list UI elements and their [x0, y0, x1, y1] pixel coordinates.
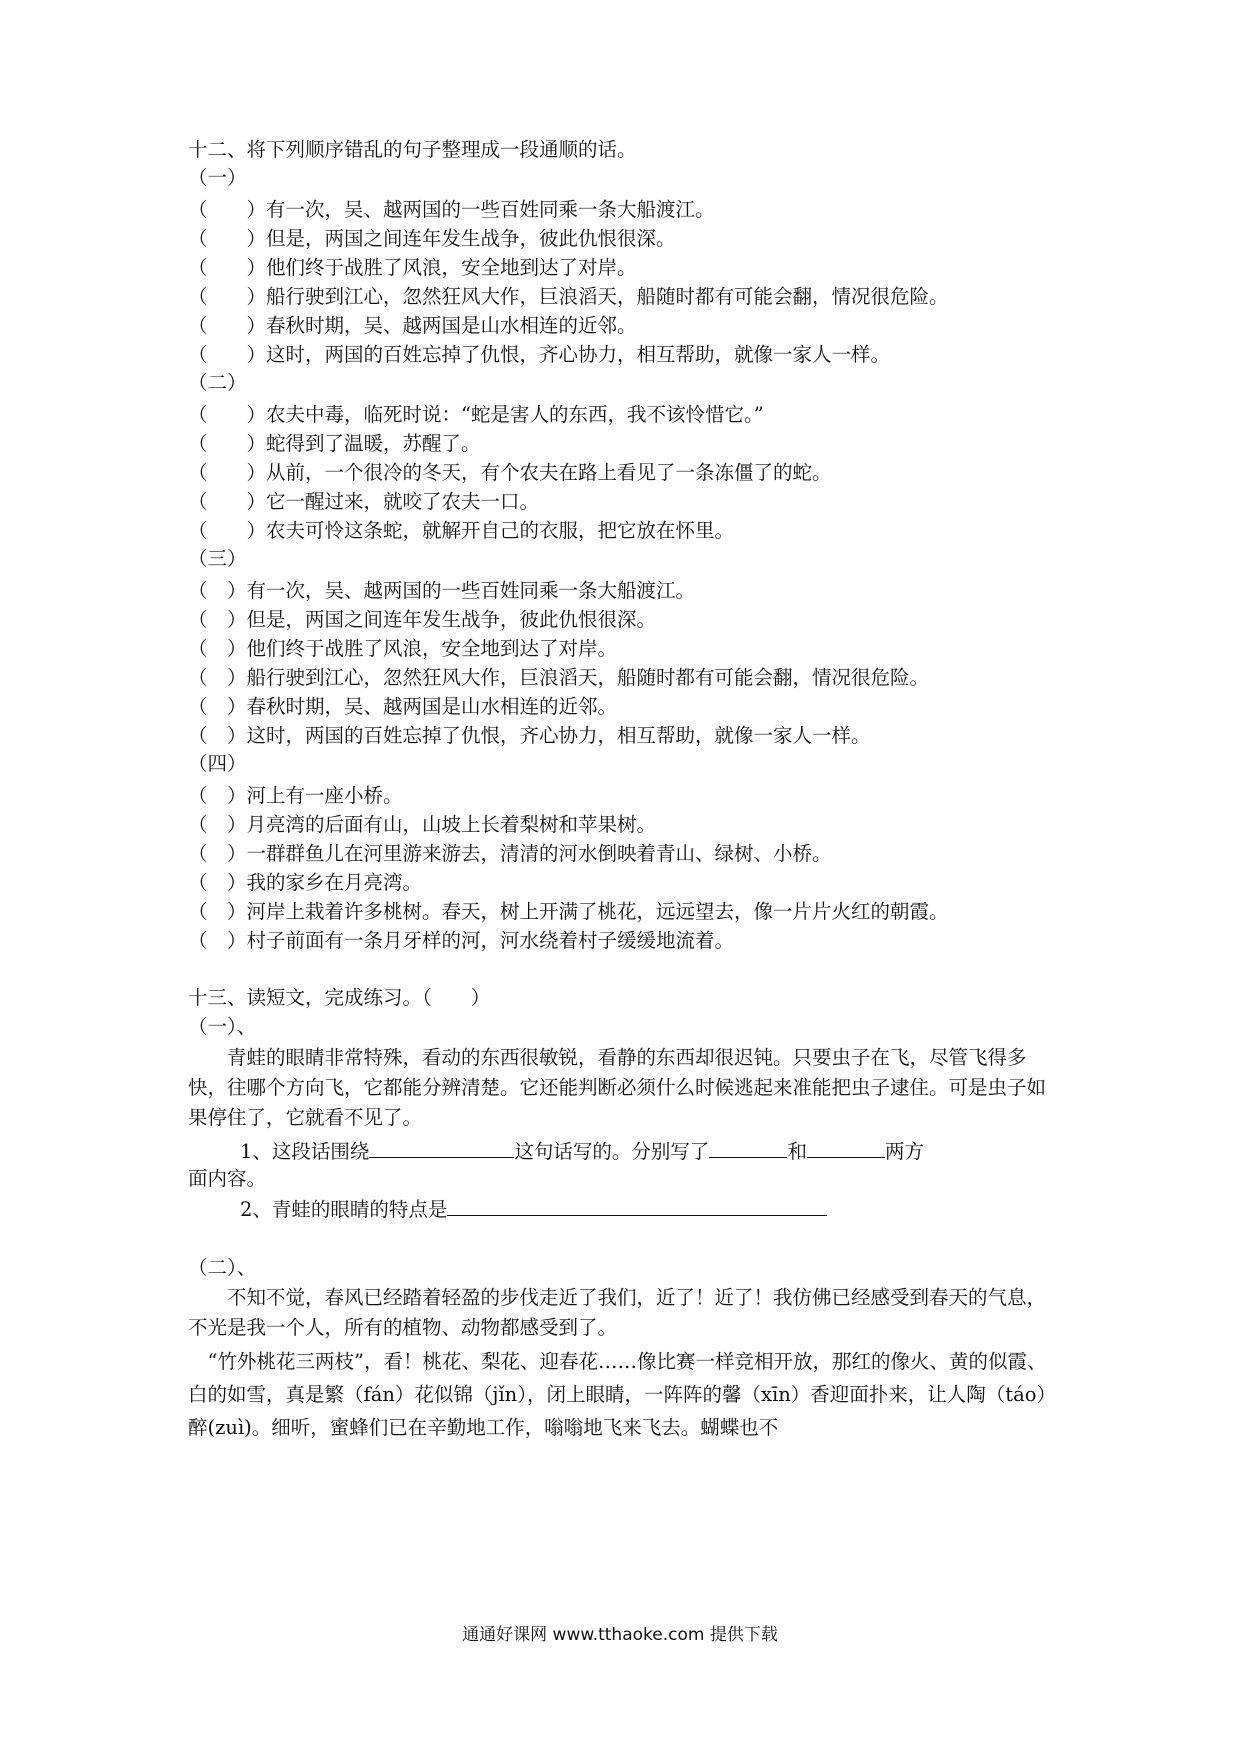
list-item: （ ）蛇得到了温暖，苏醒了。: [188, 432, 481, 455]
passage-spring-p2: “竹外桃花三两枝”，看！桃花、梨花、迎春花……像比赛一样竞相开放，那红的像火、黄的似霞、白的如雪，真是繁（fán）花似锦（jǐn），闭上眼睛，一阵阵的馨（xīn）香迎面扑来，让人陶（táo）醉(zuì)。细听，蜜蜂们已在辛勤地工作，嗡嗡地飞来飞去。蝴蝶也不: [188, 1350, 1056, 1439]
part-label-1: （一）: [188, 166, 247, 189]
question-1: [188, 1137, 924, 1165]
answer-blank[interactable]: [807, 1137, 885, 1158]
question-1-text-d: 两方: [884, 1140, 924, 1163]
list-item: （ ）村子前面有一条月牙样的河，河水绕着村子缓缓地流着。: [188, 929, 735, 952]
question-1-continued: 面内容。: [188, 1167, 267, 1190]
list-item: （ ）船行驶到江心，忽然狂风大作，巨浪滔天，船随时都有可能会翻，情况很危险。: [188, 285, 949, 308]
part-label-13-2: （二）、: [188, 1256, 257, 1279]
list-item: （ ）河上有一座小桥。: [188, 784, 403, 807]
list-item: （ ）农夫中毒，临死时说：“蛇是害人的东西，我不该怜惜它。”: [188, 403, 764, 426]
list-item: （ ）月亮湾的后面有山，山坡上长着梨树和苹果树。: [188, 813, 657, 836]
list-item: （ ）一群群鱼儿在河里游来游去，清清的河水倒映着青山、绿树、小桥。: [188, 842, 832, 865]
list-item: （ ）我的家乡在月亮湾。: [188, 871, 423, 894]
footer-download-note: 通通好课网 www.tthaoke.com 提供下载: [462, 1625, 778, 1645]
question-2: [188, 1195, 827, 1223]
section-13-title: 十三、读短文，完成练习。（ ）: [188, 986, 491, 1009]
list-item: （ ）有一次，吴、越两国的一些百姓同乘一条大船渡江。: [188, 198, 715, 221]
question-1-text-b: 这句话写的。分别写了: [514, 1140, 710, 1163]
list-item: （ ）它一醒过来，就咬了农夫一口。: [188, 490, 540, 513]
list-item: （ ）但是，两国之间连年发生战争，彼此仇恨很深。: [188, 227, 676, 250]
list-item: （ ）船行驶到江心，忽然狂风大作，巨浪滔天，船随时都有可能会翻，情况很危险。: [188, 666, 930, 689]
list-item: （ ）但是，两国之间连年发生战争，彼此仇恨很深。: [188, 608, 657, 631]
part-label-4: （四）: [188, 752, 247, 775]
question-1-text-a: 1、这段话围绕: [240, 1140, 370, 1163]
list-item: （ ）农夫可怜这条蛇，就解开自己的衣服，把它放在怀里。: [188, 519, 735, 542]
list-item: （ ）他们终于战胜了风浪，安全地到达了对岸。: [188, 637, 618, 660]
list-item: （ ）他们终于战胜了风浪，安全地到达了对岸。: [188, 256, 637, 279]
list-item: （ ）春秋时期，吴、越两国是山水相连的近邻。: [188, 695, 618, 718]
question-1-text-c: 和: [787, 1140, 807, 1163]
list-item: （ ）春秋时期，吴、越两国是山水相连的近邻。: [188, 314, 637, 337]
passage-spring-p1: 不知不觉，春风已经踏着轻盈的步伐走近了我们，近了！近了！我仿佛已经感受到春天的气息，不光是我一个人，所有的植物、动物都感受到了。: [188, 1286, 1047, 1339]
list-item: （ ）这时，两国的百姓忘掉了仇恨，齐心协力，相互帮助，就像一家人一样。: [188, 343, 891, 366]
question-2-text: 2、青蛙的眼睛的特点是: [240, 1198, 448, 1221]
answer-blank[interactable]: [369, 1137, 514, 1158]
part-label-3: （三）: [188, 547, 247, 570]
list-item: （ ）河岸上栽着许多桃树。春天，树上开满了桃花，远远望去，像一片片火红的朝霞。: [188, 900, 949, 923]
passage-frog: 青蛙的眼睛非常特殊，看动的东西很敏锐，看静的东西却很迟钝。只要虫子在飞，尽管飞得多快，往哪个方向飞，它都能分辨清楚。它还能判断必须什么时候逃起来准能把虫子逮住。可是虫子如果停住了，它就看不见了。: [188, 1046, 1047, 1129]
part-label-2: （二）: [188, 371, 247, 394]
answer-blank[interactable]: [447, 1195, 827, 1216]
list-item: （ ）有一次，吴、越两国的一些百姓同乘一条大船渡江。: [188, 579, 696, 602]
section-12-title: 十二、将下列顺序错乱的句子整理成一段通顺的话。: [188, 138, 637, 161]
part-label-13-1: （一）、: [188, 1015, 257, 1038]
list-item: （ ）这时，两国的百姓忘掉了仇恨，齐心协力，相互帮助，就像一家人一样。: [188, 724, 871, 747]
list-item: （ ）从前，一个很冷的冬天，有个农夫在路上看见了一条冻僵了的蛇。: [188, 461, 832, 484]
answer-blank[interactable]: [709, 1137, 787, 1158]
